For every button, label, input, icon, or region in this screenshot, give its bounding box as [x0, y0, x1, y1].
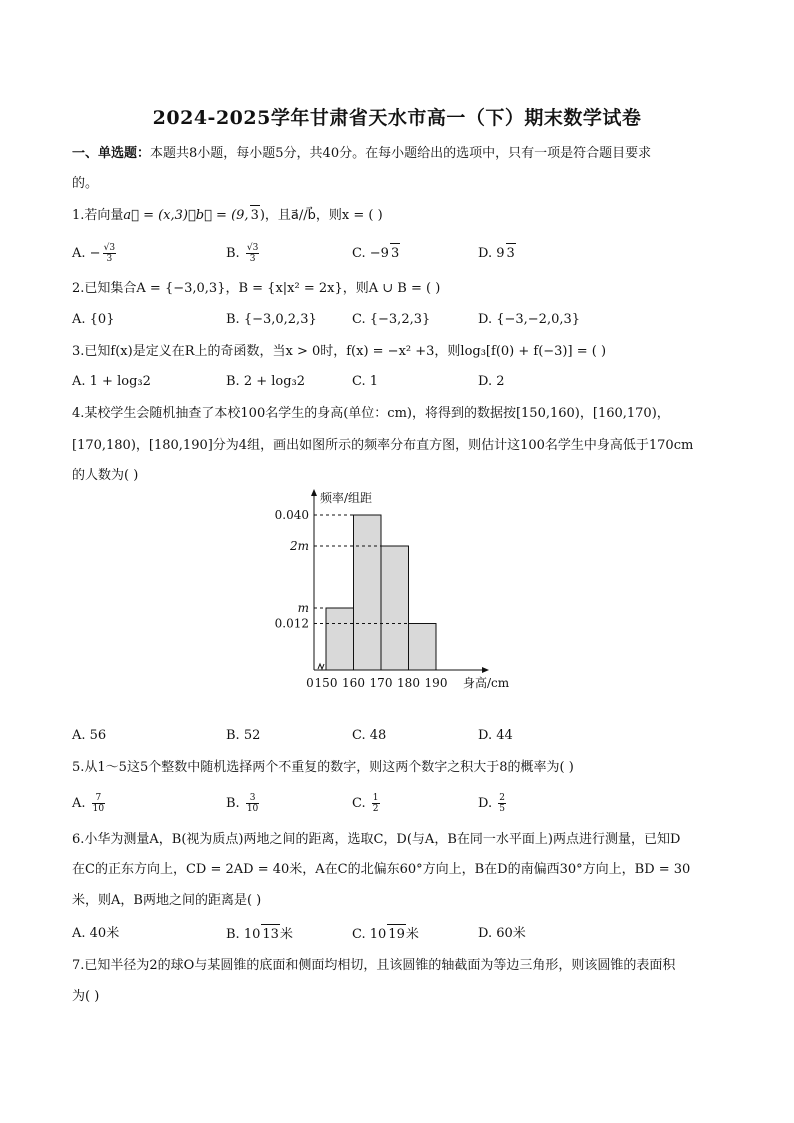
q1-option-c[interactable] [352, 243, 400, 264]
q3-option-c[interactable]: C. 1 [352, 374, 379, 389]
q6-option-c[interactable] [352, 924, 419, 945]
question-2-stem: 2.已知集合A = {−3,0,3}，B = {x|x² = 2x}，则A ∪ B = ( ) [72, 281, 441, 296]
frequency-histogram [260, 484, 540, 698]
axis-break-mark [318, 664, 324, 669]
option-value: C. 10 [352, 927, 387, 942]
fraction [92, 793, 105, 814]
q4-option-a[interactable]: A. 56 [72, 728, 107, 743]
fraction [246, 243, 259, 264]
minus-sign: − [89, 246, 101, 261]
q1-text-a: 1.若向量 [72, 208, 124, 223]
fraction [246, 793, 259, 814]
fraction [372, 793, 380, 814]
question-6-line-1: 6.小华为测量A，B(视为质点)两地之间的距离，选取C，D(与A，B在同一水平面上)两点进行测量，已知D [72, 832, 681, 847]
unit: 米 [405, 927, 419, 942]
y-tick-label-0012: 0.012 [274, 616, 309, 631]
question-6-line-2: 在C的正东方向上，CD = 2AD = 40米，A在C的北偏东60°方向上，B在D的南偏西30°方向上，BD = 30 [72, 862, 691, 877]
x-axis-arrow [482, 667, 489, 673]
histogram-bar [326, 608, 354, 670]
radical: 3 [506, 243, 516, 264]
denominator: 10 [246, 804, 259, 814]
x-axis-title: 身高/cm [463, 676, 510, 690]
y-tick-label-2m: 2m [289, 539, 309, 553]
y-tick-label-0040: 0.040 [274, 508, 309, 522]
numerator: 1 [372, 793, 379, 803]
option-value: 9 [496, 246, 505, 261]
question-4-line-1: 4.某校学生会随机抽查了本校100名学生的身高(单位：cm)，将得到的数据按[150,160)，[160,170)， [72, 406, 670, 421]
y-tick-label-m: m [297, 601, 309, 615]
numerator: 7 [92, 793, 105, 804]
section-heading: 一、单选题： [72, 146, 151, 161]
x-tick-label: 170 [369, 676, 393, 690]
section-header [72, 144, 651, 164]
radical: 3 [390, 243, 400, 264]
page-title: 2024-2025学年甘肃省天水市高一（下）期末数学试卷 [152, 107, 642, 129]
q1-vector-a: a⃗ = (x,3)， [123, 208, 196, 223]
option-label: B. [226, 246, 240, 261]
q1-option-b[interactable] [226, 243, 261, 264]
q1-option-d[interactable] [478, 243, 516, 264]
q5-option-a[interactable] [72, 793, 107, 814]
question-6-line-3: 米，则A，B两地之间的距离是( ) [72, 893, 262, 908]
denominator: 10 [92, 804, 105, 814]
numerator: 3 [246, 793, 259, 804]
q3-option-d[interactable]: D. 2 [478, 374, 505, 389]
denominator: 3 [106, 254, 113, 264]
q6-option-b[interactable] [226, 924, 293, 945]
q4-option-d[interactable]: D. 44 [478, 728, 513, 743]
x-origin-label: 0 [306, 676, 314, 690]
unit: 米 [279, 927, 293, 942]
q5-option-b[interactable] [226, 793, 261, 814]
q1-vector-b: b⃗ = (9, [195, 208, 249, 223]
option-label: A. [72, 246, 86, 261]
x-tick-label: 190 [424, 676, 448, 690]
x-tick-label: 160 [342, 676, 365, 690]
q2-option-a[interactable]: A. {0} [72, 312, 115, 327]
question-7-line-1: 7.已知半径为2的球O与某圆锥的底面和侧面均相切，且该圆锥的轴截面为等边三角形，则该圆锥的表面积 [72, 958, 676, 973]
q5-option-d[interactable] [478, 793, 508, 814]
numerator: √3 [246, 243, 259, 253]
option-label: D. [478, 796, 493, 811]
option-label: D. [478, 246, 493, 261]
question-7-line-2: 为( ) [72, 989, 100, 1004]
q1-text-e: )，且a⃗//b⃗，则x = ( ) [259, 208, 383, 223]
option-label: C. [352, 796, 366, 811]
y-axis-title: 频率/组距 [320, 491, 373, 505]
fraction [498, 793, 506, 814]
histogram-bar [409, 624, 437, 671]
option-label: C. [352, 246, 366, 261]
x-tick-label: 180 [397, 676, 420, 690]
section-description-cont: 的。 [72, 176, 99, 191]
x-tick-label: 150 [314, 676, 338, 690]
q3-option-b[interactable]: B. 2 + log₃2 [226, 374, 306, 389]
q6-option-a[interactable]: A. 40米 [72, 926, 120, 941]
q4-option-c[interactable]: C. 48 [352, 728, 387, 743]
q4-option-b[interactable]: B. 52 [226, 728, 261, 743]
radical: 19 [387, 924, 406, 945]
question-4-line-2: [170,180)，[180,190]分为4组，画出如图所示的频率分布直方图，则估计这100名学生中身高低于170cm [72, 438, 694, 453]
y-axis-arrow [311, 489, 317, 496]
option-label: B. [226, 796, 240, 811]
q6-option-d[interactable]: D. 60米 [478, 926, 526, 941]
option-value: −9 [369, 246, 389, 261]
q5-option-c[interactable] [352, 793, 382, 814]
histogram-bar [354, 515, 382, 670]
q2-option-c[interactable]: C. {−3,2,3} [352, 312, 431, 327]
option-label: A. [72, 796, 86, 811]
q2-option-d[interactable]: D. {−3,−2,0,3} [478, 312, 581, 327]
q2-option-b[interactable]: B. {−3,0,2,3} [226, 312, 317, 327]
question-1-stem [72, 205, 383, 226]
option-value: B. 10 [226, 927, 261, 942]
denominator: 3 [249, 254, 256, 264]
q3-option-a[interactable]: A. 1 + log₃2 [72, 374, 151, 389]
question-3-stem: 3.已知f(x)是定义在R上的奇函数，当x > 0时，f(x) = −x² +3，则log₃[f(0) + f(−3)] = ( ) [72, 344, 607, 359]
question-4-line-3: 的人数为( ) [72, 468, 139, 483]
q1-radical: 3 [250, 205, 260, 226]
question-5-stem: 5.从1～5这5个整数中随机选择两个不重复的数字，则这两个数字之积大于8的概率为( ) [72, 760, 574, 775]
numerator: 2 [499, 793, 505, 803]
section-description: 本题共8小题，每小题5分，共40分。在每小题给出的选项中，只有一项是符合题目要求 [150, 146, 652, 161]
histogram-bar [381, 546, 409, 670]
denominator: 2 [372, 804, 379, 814]
q1-option-a[interactable] [72, 243, 118, 264]
denominator: 5 [499, 804, 505, 814]
radical: 13 [261, 924, 280, 945]
numerator: √3 [103, 243, 116, 253]
fraction [103, 243, 116, 264]
